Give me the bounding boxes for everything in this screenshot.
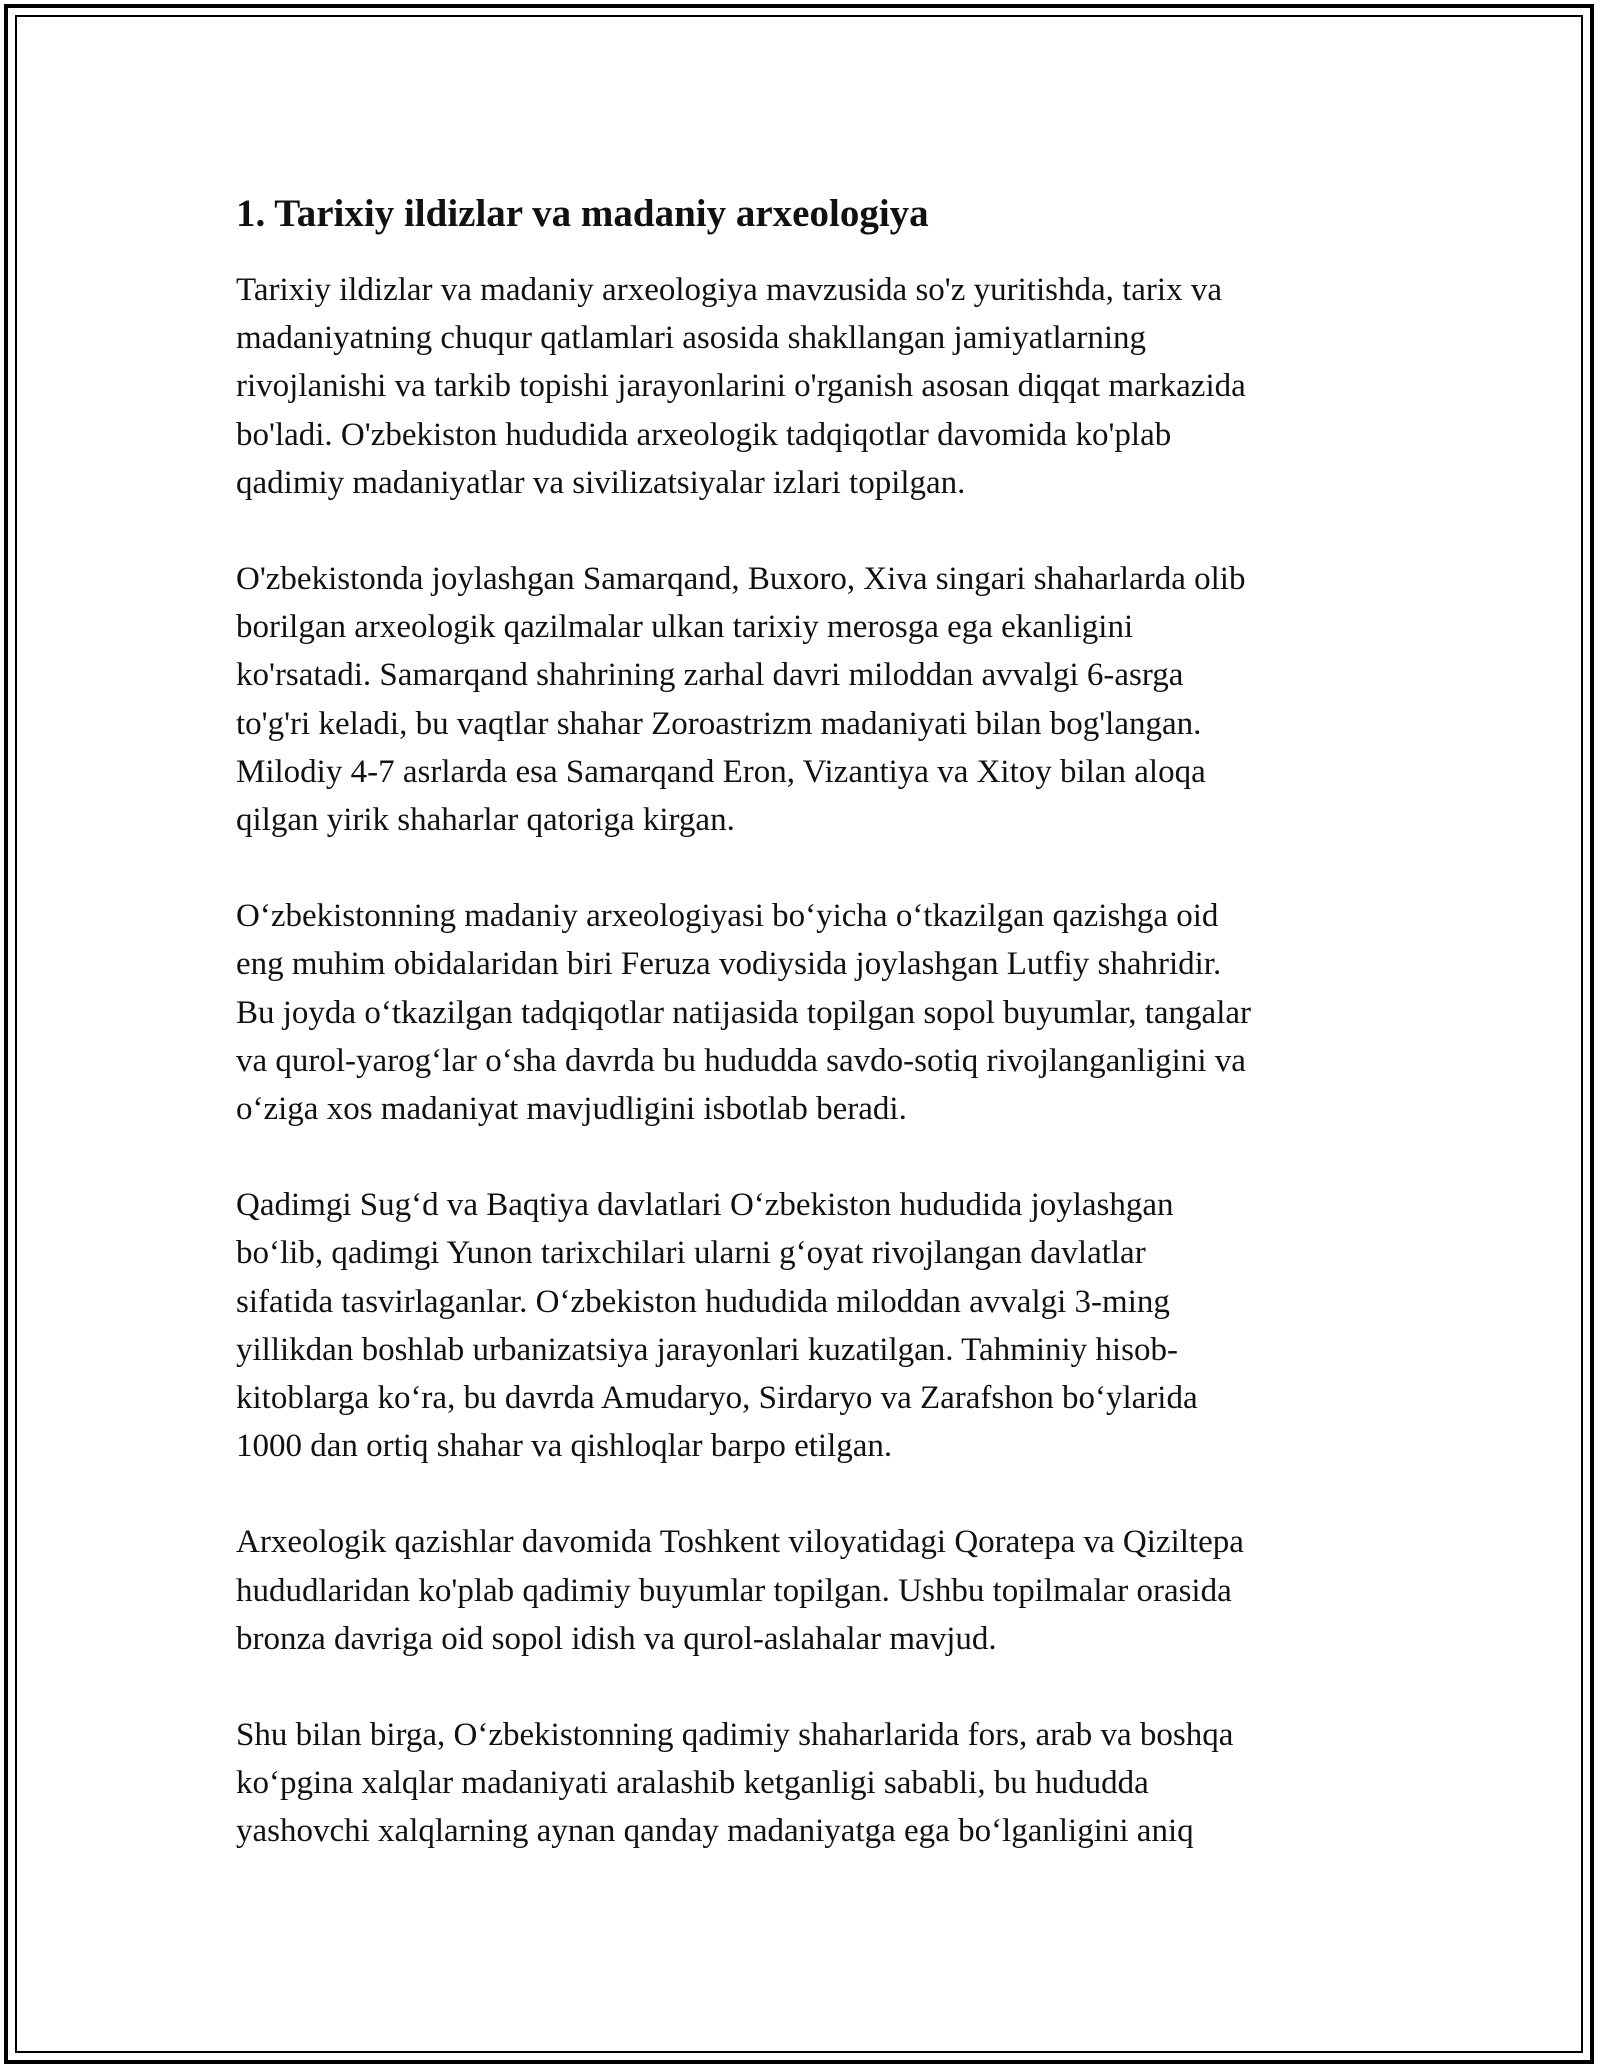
text-line: O'zbekistonda joylashgan Samarqand, Buxoro, Xiva singari shaharlarda olib [236,561,1246,598]
text-line: borilgan arxeologik qazilmalar ulkan tarixiy merosga ega ekanligini [236,609,1134,646]
text-line: sifatida tasvirlaganlar. O‘zbekiston hududida miloddan avvalgi 3-ming [236,1283,1170,1320]
text-line: Bu joyda o‘tkazilgan tadqiqotlar natijasida topilgan sopol buyumlar, tangalar [236,994,1252,1031]
text-line: bo‘lib, qadimgi Yunon tarixchilari ularni g‘oyat rivojlangan davlatlar [236,1235,1146,1272]
text-line: ko‘pgina xalqlar madaniyati aralashib ketganligi sababli, bu hududda [236,1765,1149,1802]
text-line: O‘zbekistonning madaniy arxeologiyasi bo‘yicha o‘tkazilgan qazishga oid [236,898,1219,935]
text-line: 1000 dan ortiq shahar va qishloqlar barpo etilgan. [236,1428,893,1465]
text-line: kitoblarga ko‘ra, bu davrda Amudaryo, Sirdaryo va Zarafshon bo‘ylarida [236,1380,1198,1417]
text-line: Qadimgi Sug‘d va Baqtiya davlatlari O‘zbekiston hududida joylashgan [236,1187,1174,1224]
text-line: to'g'ri keladi, bu vaqtlar shahar Zoroastrizm madaniyati bilan bog'langan. [236,705,1202,742]
text-line: madaniyatning chuqur qatlamlari asosida shakllangan jamiyatlarning [236,320,1146,357]
text-line: bo'ladi. O'zbekiston hududida arxeologik tadqiqotlar davomida ko'plab [236,416,1172,453]
text-line: yashovchi xalqlarning aynan qanday madaniyatga ega bo‘lganligini aniq [236,1813,1194,1850]
text-line: bronza davriga oid sopol idish va qurol-aslahalar mavjud. [236,1620,997,1657]
text-line: qadimiy madaniyatlar va sivilizatsiyalar izlari topilgan. [236,464,966,501]
text-line: hududlaridan ko'plab qadimiy buyumlar topilgan. Ushbu topilmalar orasida [236,1572,1232,1609]
document-content [236,188,1376,1904]
paragraph-1 [236,266,1376,507]
paragraph-2 [236,555,1376,844]
paragraph-5 [236,1518,1376,1663]
paragraph-6 [236,1711,1376,1856]
text-line: Arxeologik qazishlar davomida Toshkent viloyatidagi Qoratepa va Qiziltepa [236,1524,1244,1561]
text-line: qilgan yirik shaharlar qatoriga kirgan. [236,802,735,839]
text-line: Milodiy 4-7 asrlarda esa Samarqand Eron, Vizantiya va Xitoy bilan aloqa [236,753,1206,790]
paragraph-4 [236,1181,1376,1470]
text-line: Shu bilan birga, O‘zbekistonning qadimiy shaharlarida fors, arab va boshqa [236,1717,1234,1754]
paragraph-3 [236,892,1376,1133]
text-line: va qurol-yarog‘lar o‘sha davrda bu hududda savdo-sotiq rivojlanganligini va [236,1042,1246,1079]
text-line: yillikdan boshlab urbanizatsiya jarayonlari kuzatilgan. Tahminiy hisob- [236,1331,1178,1368]
text-line: eng muhim obidalaridan biri Feruza vodiysida joylashgan Lutfiy shahridir. [236,946,1222,983]
text-line: Tarixiy ildizlar va madaniy arxeologiya mavzusida so'z yuritishda, tarix va [236,272,1222,308]
section-heading: 1. Tarixiy ildizlar va madaniy arxeologiya [236,192,929,235]
text-line: ko'rsatadi. Samarqand shahrining zarhal davri miloddan avvalgi 6-asrga [236,657,1184,694]
text-line: o‘ziga xos madaniyat mavjudligini isbotlab beradi. [236,1091,907,1128]
text-line: rivojlanishi va tarkib topishi jarayonlarini o'rganish asosan diqqat markazida [236,368,1246,405]
